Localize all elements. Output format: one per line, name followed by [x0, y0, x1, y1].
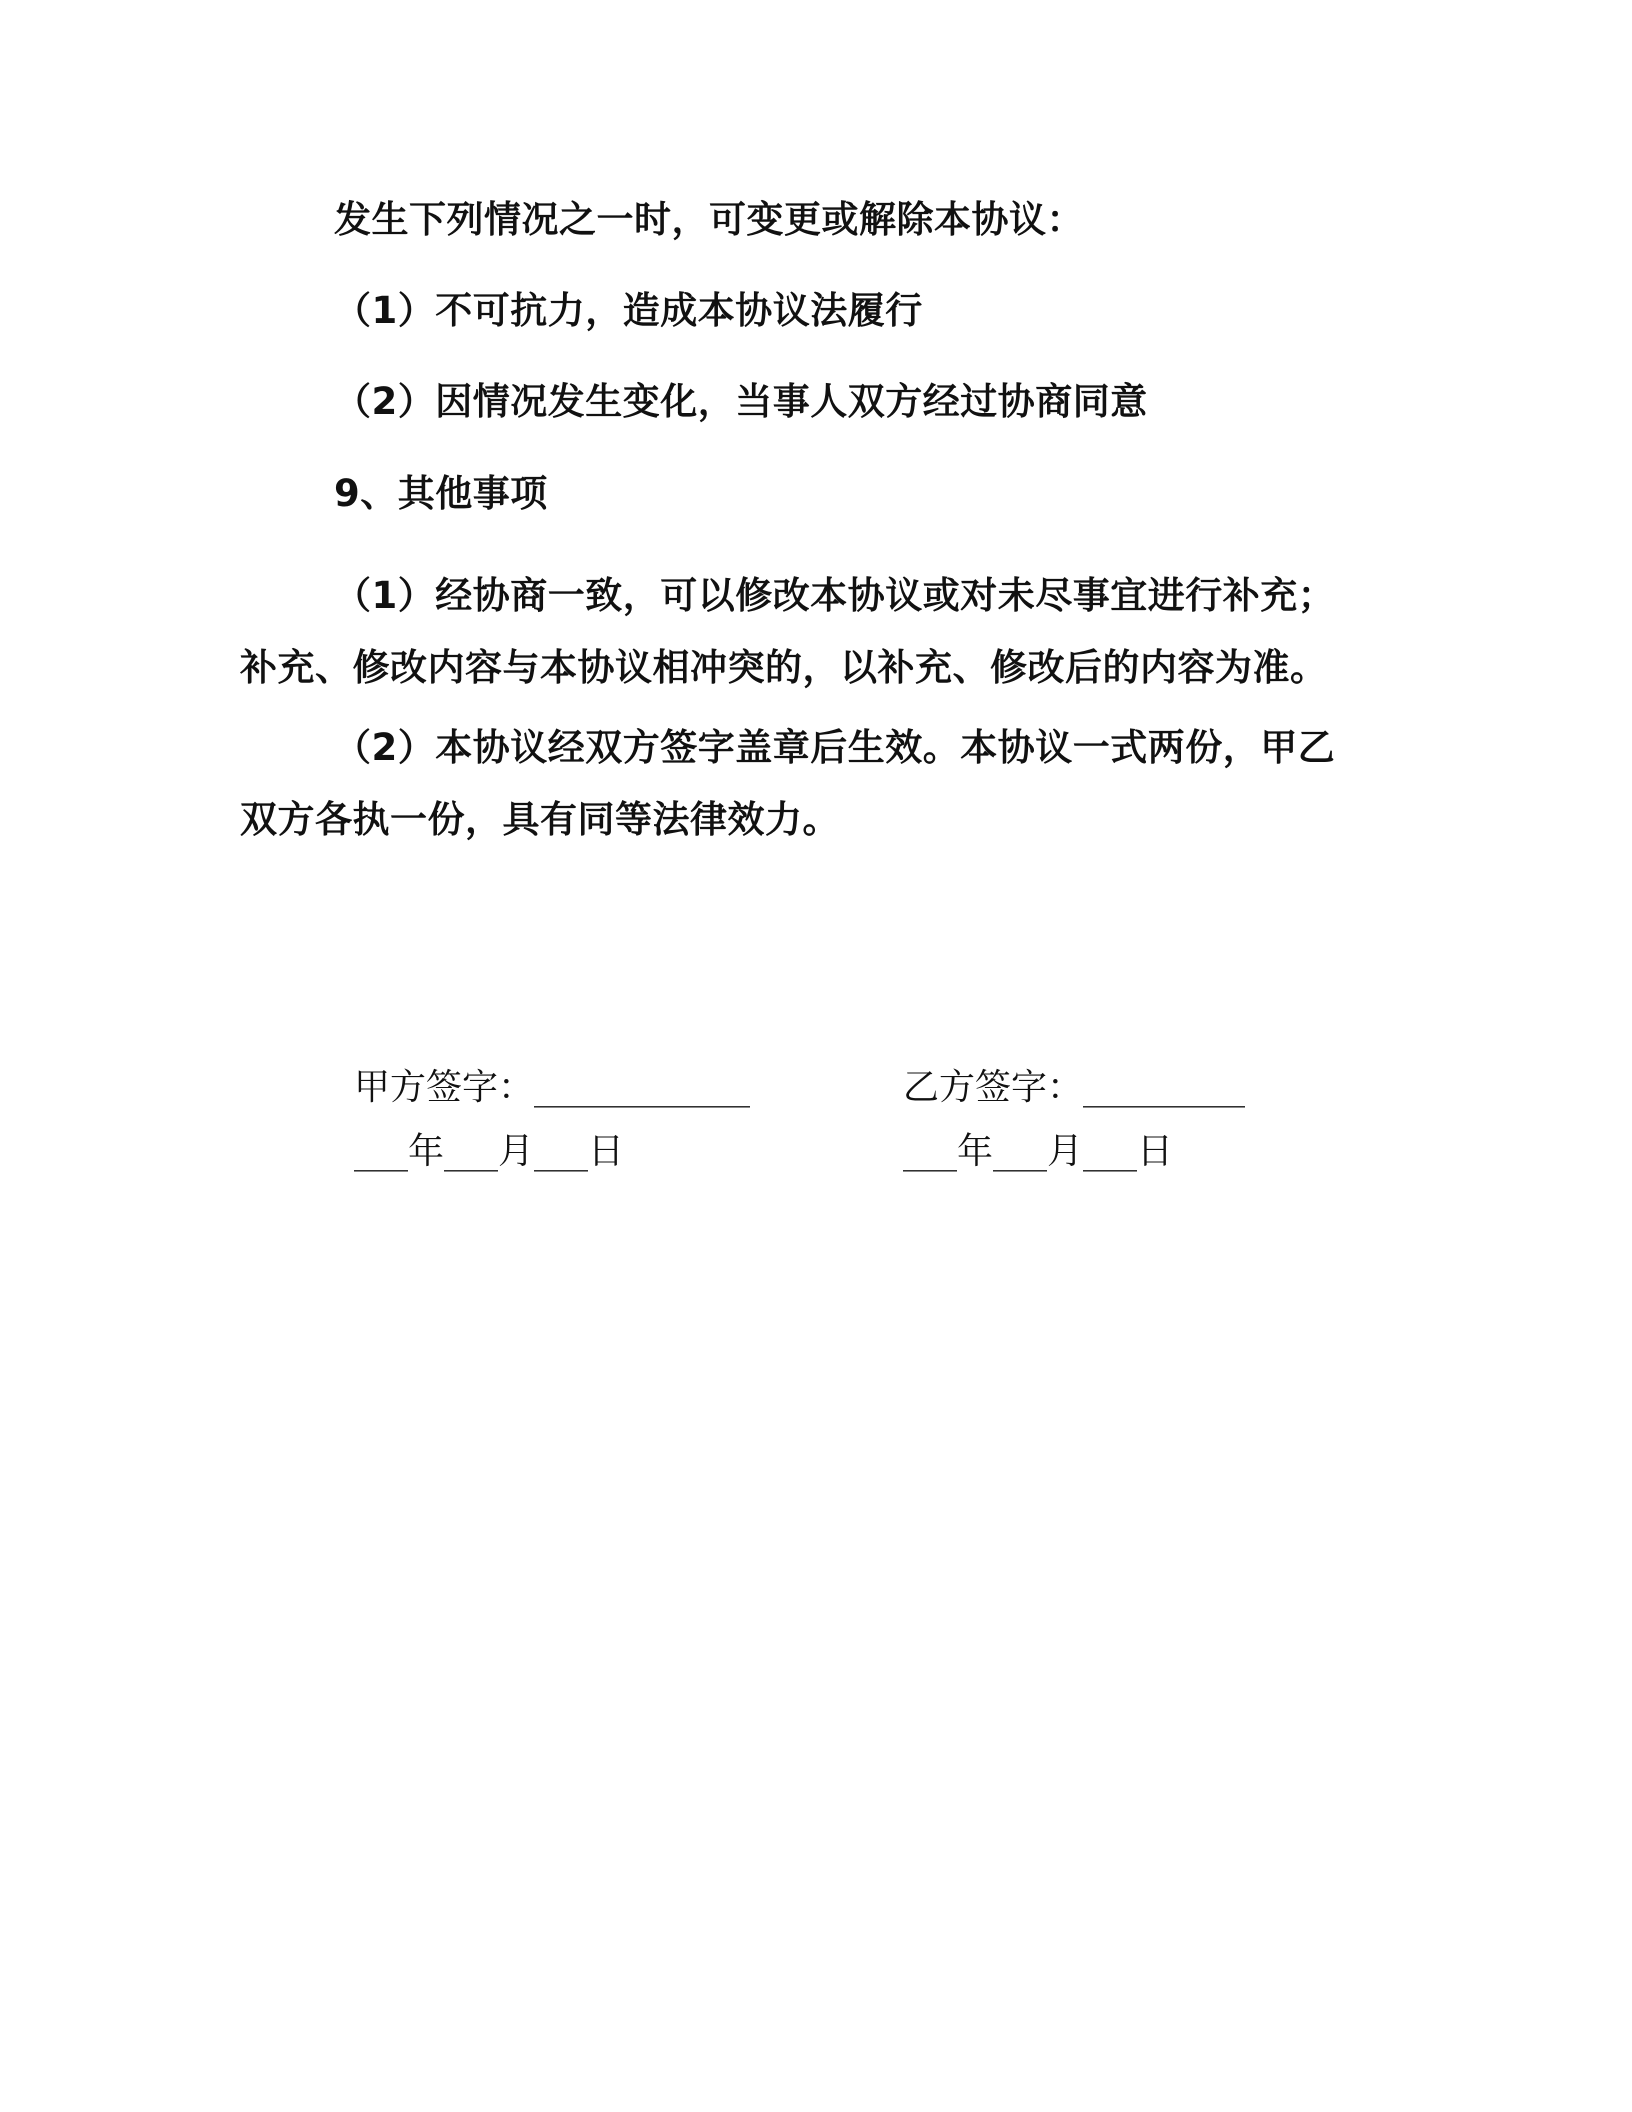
- section-heading-9: 9、其他事项: [334, 472, 548, 515]
- paragraph-item-1: （1）不可抗力，造成本协议法履行: [334, 289, 923, 332]
- paragraph-intro: 发生下列情况之一时，可变更或解除本协议：: [334, 198, 1084, 241]
- party-b-signature-line: 乙方签字：_________: [903, 1067, 1246, 1108]
- paragraph-section-9-item-1: （1）经协商一致，可以修改本协议或对未尽事宜进行补充；补充、修改内容与本协议相冲突的，以补充、修改后的内容为准。: [240, 574, 1336, 689]
- paragraph-section-9-item-2: （2）本协议经双方签字盖章后生效。本协议一式两份，甲乙双方各执一份，具有同等法律效力。: [240, 726, 1336, 841]
- party-a-signature-line: 甲方签字：____________: [354, 1067, 751, 1108]
- party-b-date-line: ___年___月___日: [903, 1131, 1174, 1172]
- paragraph-item-2: （2）因情况发生变化，当事人双方经过协商同意: [334, 380, 1148, 423]
- party-a-date-line: ___年___月___日: [354, 1131, 625, 1172]
